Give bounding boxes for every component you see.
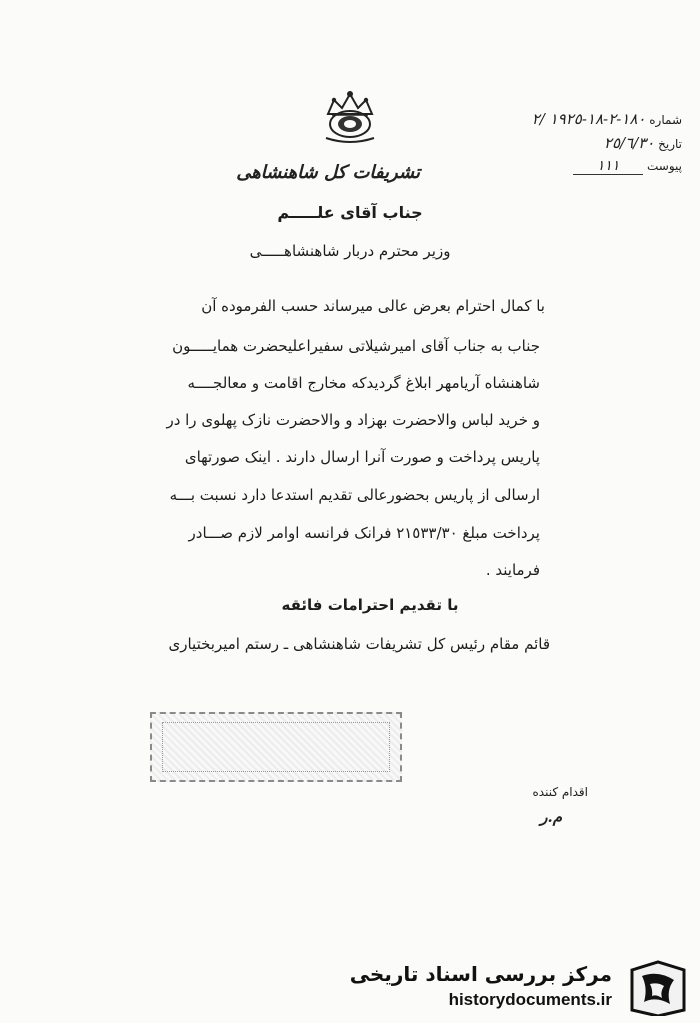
archive-book-logo-icon: [626, 960, 690, 1016]
closing-line: با تقدیم احترامات فائقه: [281, 596, 459, 614]
attachment-label: پیوست: [647, 159, 682, 173]
body-line: ارسالی از پاریس بحضورعالی تقدیم استدعا دارد نسبت بـــه: [169, 486, 540, 504]
body-line: فرمایند .: [485, 561, 540, 579]
attachment-value: ١١١: [573, 158, 643, 175]
body-line: و خرید لباس والاحضرت بهزاد و والاحضرت نازک پهلوی را در: [166, 411, 540, 429]
number-value: ١٨٠-٢-١٨-١٩٢٥ /٢: [531, 110, 646, 128]
addressee-title: وزیر محترم دربار شاهنشاهـــــی: [249, 242, 451, 260]
document-attachment: [573, 158, 682, 175]
signature-line: قائم مقام رئیس کل تشریفات شاهنشاهی ـ رستم امیربختیاری: [168, 635, 550, 653]
action-label: اقدام کننده: [532, 785, 588, 799]
document-date: [604, 134, 682, 152]
office-title: تشریفات کل شاهنشاهی: [236, 162, 420, 183]
body-line: جناب به جناب آقای امیرشیلاتی سفیراعلیحضرت همایـــــون: [172, 337, 540, 355]
body-line: شاهنشاه آریامهر ابلاغ گردیدکه مخارج اقامت و معالجــــه: [187, 374, 540, 392]
royal-crown-emblem-icon: [320, 88, 380, 146]
body-line: با کمال احترام بعرض عالی میرساند حسب الفرموده آن: [201, 297, 545, 315]
body-line: پرداخت مبلغ ٢١٥٣٣/٣٠ فرانک فرانسه اوامر لازم صـــادر: [188, 524, 540, 542]
action-value: م.ر: [540, 808, 562, 826]
footer-org-name: مرکز بررسی اسناد تاریخی: [349, 962, 612, 986]
document-number: [532, 110, 682, 128]
footer-website: historydocuments.ir: [448, 990, 612, 1009]
faded-stamp: [150, 712, 402, 782]
addressee-name: جناب آقای علـــــم: [277, 203, 423, 222]
stamp-inner-border: [162, 722, 390, 772]
number-label: شماره: [649, 113, 682, 127]
date-label: تاریخ: [658, 137, 682, 151]
body-line: پاریس پرداخت و صورت آنرا ارسال دارند . اینک صورتهای: [184, 448, 540, 466]
date-value: ٢٥/٦/٣٠: [603, 134, 655, 152]
